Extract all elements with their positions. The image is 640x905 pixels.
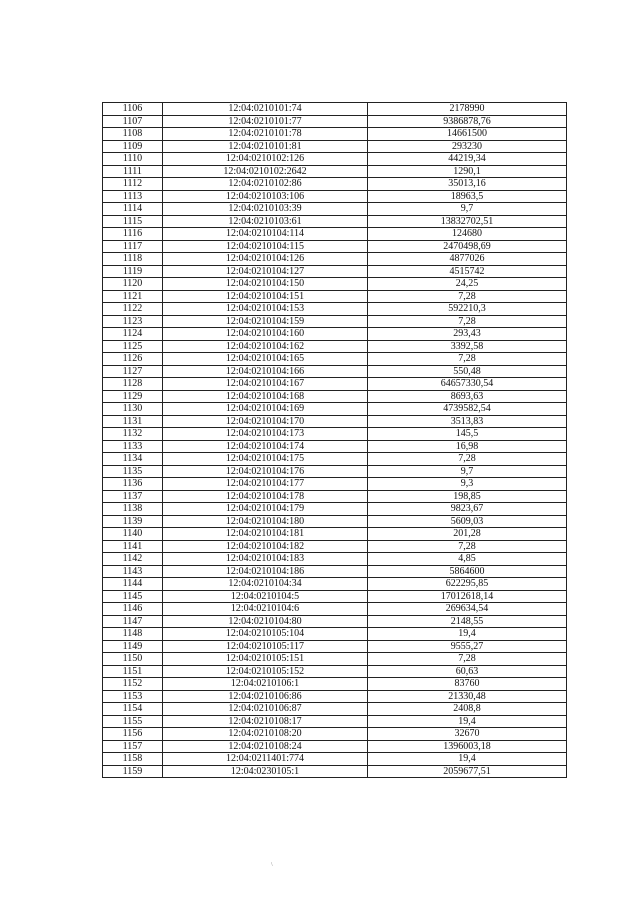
- table-row: [103, 640, 567, 653]
- value-cell: 9,3: [368, 478, 567, 491]
- cadastral-number-cell: 12:04:0210104:150: [163, 278, 368, 291]
- value-cell: 9555,27: [368, 640, 567, 653]
- value-cell: 7,28: [368, 453, 567, 466]
- cadastral-number-cell: 12:04:0210106:87: [163, 703, 368, 716]
- table-row: [103, 478, 567, 491]
- cadastral-number-cell: 12:04:0210104:5: [163, 590, 368, 603]
- value-cell: 3392,58: [368, 340, 567, 353]
- cadastral-number-cell: 12:04:0210103:39: [163, 203, 368, 216]
- cadastral-number-cell: 12:04:0210102:2642: [163, 165, 368, 178]
- value-cell: 269634,54: [368, 603, 567, 616]
- row-number-cell: 1133: [103, 440, 163, 453]
- row-number-cell: 1110: [103, 153, 163, 166]
- row-number-cell: 1138: [103, 503, 163, 516]
- table-row: [103, 553, 567, 566]
- value-cell: 3513,83: [368, 415, 567, 428]
- row-number-cell: 1122: [103, 303, 163, 316]
- row-number-cell: 1148: [103, 628, 163, 641]
- cadastral-number-cell: 12:04:0210103:106: [163, 190, 368, 203]
- cadastral-number-cell: 12:04:0210104:6: [163, 603, 368, 616]
- value-cell: 2470498,69: [368, 240, 567, 253]
- cadastral-number-cell: 12:04:0210104:175: [163, 453, 368, 466]
- cadastral-number-cell: 12:04:0210103:61: [163, 215, 368, 228]
- value-cell: 64657330,54: [368, 378, 567, 391]
- table-row: [103, 178, 567, 191]
- value-cell: 201,28: [368, 528, 567, 541]
- cadastral-number-cell: 12:04:0210104:126: [163, 253, 368, 266]
- cadastral-number-cell: 12:04:0210104:177: [163, 478, 368, 491]
- table-body: [103, 103, 567, 778]
- cadastral-number-cell: 12:04:0210104:173: [163, 428, 368, 441]
- value-cell: 9823,67: [368, 503, 567, 516]
- value-cell: 145,5: [368, 428, 567, 441]
- table-row: [103, 615, 567, 628]
- row-number-cell: 1137: [103, 490, 163, 503]
- row-number-cell: 1106: [103, 103, 163, 116]
- value-cell: 1290,1: [368, 165, 567, 178]
- cadastral-number-cell: 12:04:0210108:17: [163, 715, 368, 728]
- cadastral-number-cell: 12:04:0210104:180: [163, 515, 368, 528]
- cadastral-number-cell: 12:04:0210101:74: [163, 103, 368, 116]
- row-number-cell: 1108: [103, 128, 163, 141]
- cadastral-number-cell: 12:04:0210104:114: [163, 228, 368, 241]
- table-row: [103, 415, 567, 428]
- value-cell: 7,28: [368, 653, 567, 666]
- value-cell: 124680: [368, 228, 567, 241]
- row-number-cell: 1136: [103, 478, 163, 491]
- row-number-cell: 1151: [103, 665, 163, 678]
- cadastral-number-cell: 12:04:0210105:152: [163, 665, 368, 678]
- row-number-cell: 1109: [103, 140, 163, 153]
- cadastral-number-cell: 12:04:0210104:167: [163, 378, 368, 391]
- cadastral-number-cell: 12:04:0210106:86: [163, 690, 368, 703]
- row-number-cell: 1124: [103, 328, 163, 341]
- row-number-cell: 1144: [103, 578, 163, 591]
- row-number-cell: 1111: [103, 165, 163, 178]
- row-number-cell: 1120: [103, 278, 163, 291]
- value-cell: 18963,5: [368, 190, 567, 203]
- cadastral-number-cell: 12:04:0210104:179: [163, 503, 368, 516]
- row-number-cell: 1142: [103, 553, 163, 566]
- row-number-cell: 1130: [103, 403, 163, 416]
- value-cell: 2408,8: [368, 703, 567, 716]
- cadastral-number-cell: 12:04:0210104:153: [163, 303, 368, 316]
- cadastral-number-cell: 12:04:0210104:178: [163, 490, 368, 503]
- cadastral-number-cell: 12:04:0210104:168: [163, 390, 368, 403]
- value-cell: 24,25: [368, 278, 567, 291]
- cadastral-number-cell: 12:04:0210104:127: [163, 265, 368, 278]
- cadastral-number-cell: 12:04:0210104:162: [163, 340, 368, 353]
- table-row: [103, 515, 567, 528]
- cadastral-number-cell: 12:04:0210102:86: [163, 178, 368, 191]
- value-cell: 44219,34: [368, 153, 567, 166]
- value-cell: 16,98: [368, 440, 567, 453]
- cadastral-number-cell: 12:04:0210105:151: [163, 653, 368, 666]
- table-row: [103, 428, 567, 441]
- table-row: [103, 690, 567, 703]
- value-cell: 592210,3: [368, 303, 567, 316]
- value-cell: 7,28: [368, 353, 567, 366]
- table-row: [103, 465, 567, 478]
- table-row: [103, 340, 567, 353]
- cadastral-number-cell: 12:04:0210105:104: [163, 628, 368, 641]
- table-row: [103, 253, 567, 266]
- value-cell: 19,4: [368, 628, 567, 641]
- value-cell: 293,43: [368, 328, 567, 341]
- value-cell: 9,7: [368, 203, 567, 216]
- cadastral-number-cell: 12:04:0210104:34: [163, 578, 368, 591]
- value-cell: 19,4: [368, 753, 567, 766]
- cadastral-number-cell: 12:04:0210104:115: [163, 240, 368, 253]
- cadastral-number-cell: 12:04:0210101:78: [163, 128, 368, 141]
- row-number-cell: 1155: [103, 715, 163, 728]
- row-number-cell: 1157: [103, 740, 163, 753]
- value-cell: 7,28: [368, 315, 567, 328]
- cadastral-number-cell: 12:04:0210104:183: [163, 553, 368, 566]
- table-row: [103, 290, 567, 303]
- cadastral-number-cell: 12:04:0210104:151: [163, 290, 368, 303]
- row-number-cell: 1115: [103, 215, 163, 228]
- value-cell: 9,7: [368, 465, 567, 478]
- row-number-cell: 1117: [103, 240, 163, 253]
- row-number-cell: 1156: [103, 728, 163, 741]
- value-cell: 8693,63: [368, 390, 567, 403]
- table-row: [103, 115, 567, 128]
- cadastral-number-cell: 12:04:0210104:169: [163, 403, 368, 416]
- table-row: [103, 165, 567, 178]
- table-row: [103, 153, 567, 166]
- page-mark: \: [271, 862, 273, 868]
- value-cell: 5609,03: [368, 515, 567, 528]
- row-number-cell: 1143: [103, 565, 163, 578]
- value-cell: 2148,55: [368, 615, 567, 628]
- table-row: [103, 390, 567, 403]
- cadastral-number-cell: 12:04:0210104:160: [163, 328, 368, 341]
- row-number-cell: 1134: [103, 453, 163, 466]
- table-row: [103, 365, 567, 378]
- table-row: [103, 753, 567, 766]
- value-cell: 19,4: [368, 715, 567, 728]
- value-cell: 14661500: [368, 128, 567, 141]
- row-number-cell: 1113: [103, 190, 163, 203]
- table-row: [103, 215, 567, 228]
- table-row: [103, 628, 567, 641]
- row-number-cell: 1112: [103, 178, 163, 191]
- value-cell: 4515742: [368, 265, 567, 278]
- row-number-cell: 1154: [103, 703, 163, 716]
- row-number-cell: 1132: [103, 428, 163, 441]
- cadastral-number-cell: 12:04:0210104:174: [163, 440, 368, 453]
- table-row: [103, 765, 567, 778]
- table-row: [103, 103, 567, 116]
- table-row: [103, 190, 567, 203]
- row-number-cell: 1125: [103, 340, 163, 353]
- table-row: [103, 528, 567, 541]
- row-number-cell: 1118: [103, 253, 163, 266]
- row-number-cell: 1135: [103, 465, 163, 478]
- row-number-cell: 1131: [103, 415, 163, 428]
- cadastral-number-cell: 12:04:0210102:126: [163, 153, 368, 166]
- row-number-cell: 1107: [103, 115, 163, 128]
- value-cell: 4,85: [368, 553, 567, 566]
- cadastral-number-cell: 12:04:0210104:159: [163, 315, 368, 328]
- cadastral-number-cell: 12:04:0210106:1: [163, 678, 368, 691]
- value-cell: 60,63: [368, 665, 567, 678]
- table-row: [103, 728, 567, 741]
- table-row: [103, 265, 567, 278]
- table-row: [103, 603, 567, 616]
- value-cell: 550,48: [368, 365, 567, 378]
- table-row: [103, 540, 567, 553]
- table-row: [103, 240, 567, 253]
- value-cell: 21330,48: [368, 690, 567, 703]
- table-row: [103, 278, 567, 291]
- table-row: [103, 703, 567, 716]
- cadastral-number-cell: 12:04:0210105:117: [163, 640, 368, 653]
- cadastral-number-cell: 12:04:0210101:81: [163, 140, 368, 153]
- table-row: [103, 353, 567, 366]
- cadastral-number-cell: 12:04:0210104:186: [163, 565, 368, 578]
- value-cell: 35013,16: [368, 178, 567, 191]
- value-cell: 4877026: [368, 253, 567, 266]
- table-row: [103, 203, 567, 216]
- row-number-cell: 1159: [103, 765, 163, 778]
- value-cell: 17012618,14: [368, 590, 567, 603]
- row-number-cell: 1145: [103, 590, 163, 603]
- row-number-cell: 1158: [103, 753, 163, 766]
- table-row: [103, 740, 567, 753]
- cadastral-number-cell: 12:04:0210104:182: [163, 540, 368, 553]
- value-cell: 5864600: [368, 565, 567, 578]
- row-number-cell: 1147: [103, 615, 163, 628]
- table-row: [103, 490, 567, 503]
- row-number-cell: 1126: [103, 353, 163, 366]
- table-row: [103, 378, 567, 391]
- row-number-cell: 1116: [103, 228, 163, 241]
- table-row: [103, 228, 567, 241]
- cadastral-number-cell: 12:04:0211401:774: [163, 753, 368, 766]
- value-cell: 32670: [368, 728, 567, 741]
- table-row: [103, 440, 567, 453]
- row-number-cell: 1123: [103, 315, 163, 328]
- row-number-cell: 1141: [103, 540, 163, 553]
- cadastral-number-cell: 12:04:0210108:24: [163, 740, 368, 753]
- row-number-cell: 1152: [103, 678, 163, 691]
- cadastral-number-cell: 12:04:0210104:176: [163, 465, 368, 478]
- row-number-cell: 1114: [103, 203, 163, 216]
- value-cell: 2178990: [368, 103, 567, 116]
- row-number-cell: 1121: [103, 290, 163, 303]
- table-row: [103, 140, 567, 153]
- value-cell: 83760: [368, 678, 567, 691]
- cadastral-number-cell: 12:04:0210108:20: [163, 728, 368, 741]
- cadastral-value-table: [102, 102, 567, 778]
- table-row: [103, 128, 567, 141]
- cadastral-number-cell: 12:04:0210104:170: [163, 415, 368, 428]
- value-cell: 293230: [368, 140, 567, 153]
- cadastral-number-cell: 12:04:0210104:166: [163, 365, 368, 378]
- value-cell: 13832702,51: [368, 215, 567, 228]
- table-row: [103, 565, 567, 578]
- table-row: [103, 578, 567, 591]
- cadastral-number-cell: 12:04:0230105:1: [163, 765, 368, 778]
- row-number-cell: 1129: [103, 390, 163, 403]
- table-row: [103, 303, 567, 316]
- table-row: [103, 653, 567, 666]
- table-row: [103, 453, 567, 466]
- cadastral-number-cell: 12:04:0210104:80: [163, 615, 368, 628]
- table-row: [103, 715, 567, 728]
- row-number-cell: 1146: [103, 603, 163, 616]
- value-cell: 2059677,51: [368, 765, 567, 778]
- row-number-cell: 1140: [103, 528, 163, 541]
- cadastral-number-cell: 12:04:0210101:77: [163, 115, 368, 128]
- value-cell: 198,85: [368, 490, 567, 503]
- table-row: [103, 503, 567, 516]
- table-row: [103, 328, 567, 341]
- table-row: [103, 590, 567, 603]
- table-row: [103, 665, 567, 678]
- value-cell: 4739582,54: [368, 403, 567, 416]
- row-number-cell: 1127: [103, 365, 163, 378]
- row-number-cell: 1153: [103, 690, 163, 703]
- table-row: [103, 403, 567, 416]
- row-number-cell: 1139: [103, 515, 163, 528]
- row-number-cell: 1150: [103, 653, 163, 666]
- cadastral-number-cell: 12:04:0210104:165: [163, 353, 368, 366]
- value-cell: 9386878,76: [368, 115, 567, 128]
- value-cell: 7,28: [368, 290, 567, 303]
- value-cell: 1396003,18: [368, 740, 567, 753]
- cadastral-number-cell: 12:04:0210104:181: [163, 528, 368, 541]
- value-cell: 7,28: [368, 540, 567, 553]
- value-cell: 622295,85: [368, 578, 567, 591]
- row-number-cell: 1149: [103, 640, 163, 653]
- row-number-cell: 1119: [103, 265, 163, 278]
- table-row: [103, 678, 567, 691]
- row-number-cell: 1128: [103, 378, 163, 391]
- table-row: [103, 315, 567, 328]
